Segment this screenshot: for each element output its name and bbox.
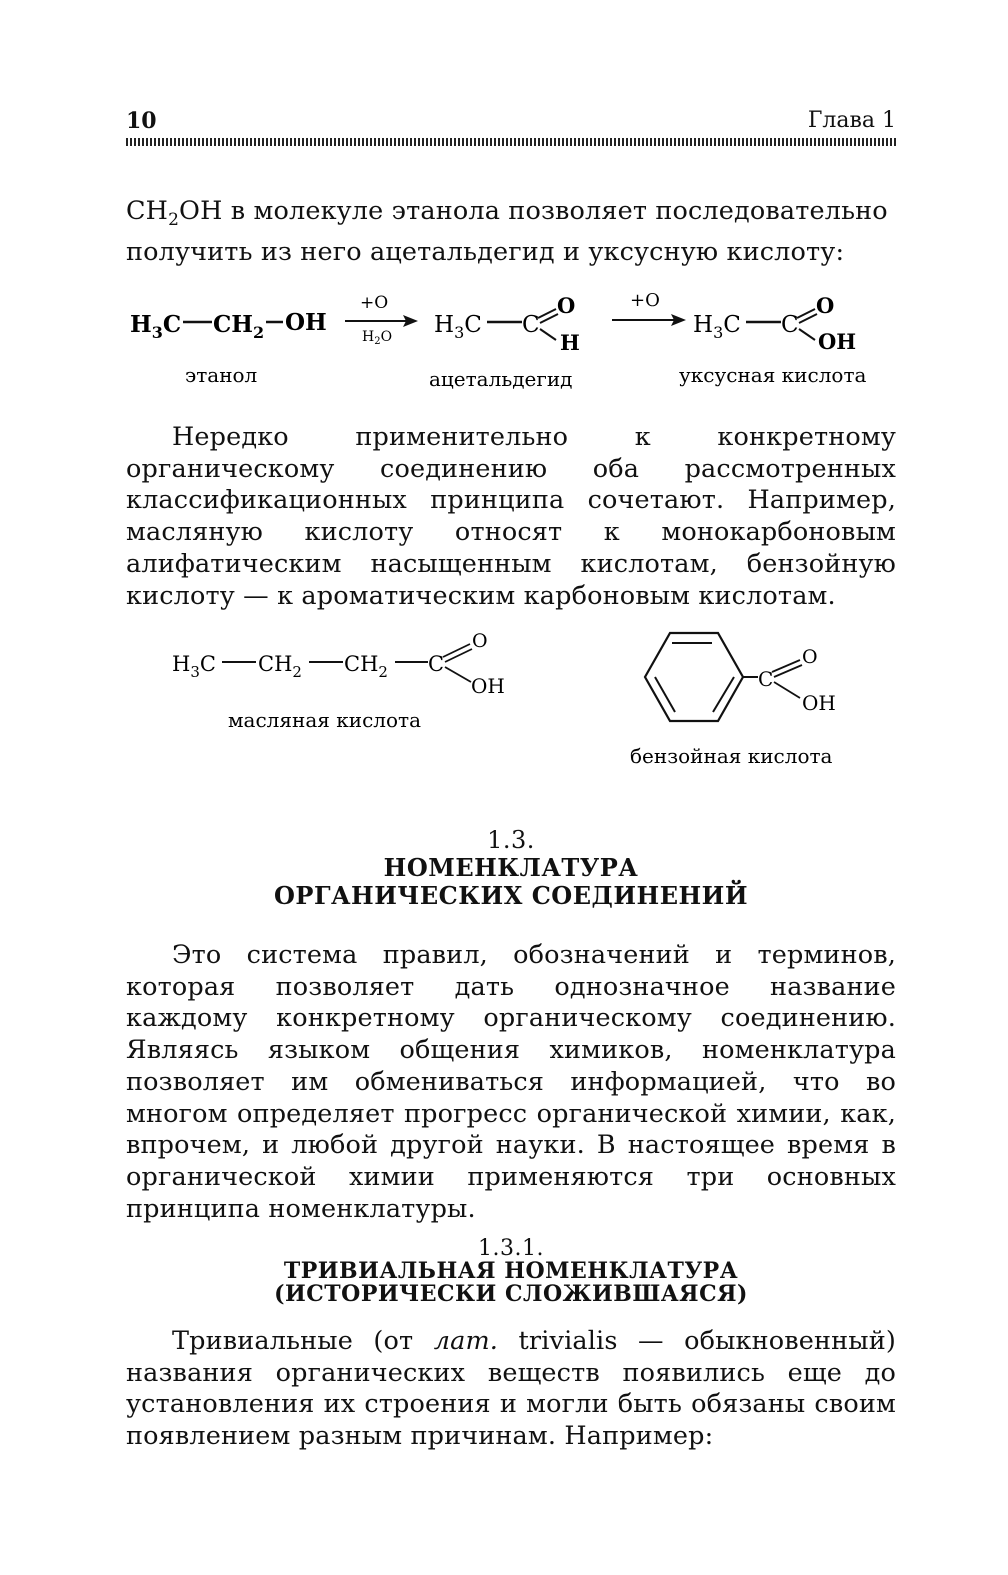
- section-title-line1: НОМЕНКЛАТУРА: [383, 853, 639, 882]
- butyric-o: O: [472, 630, 488, 652]
- arrow2-reagent: +O: [630, 290, 660, 311]
- svg-text:C: C: [522, 312, 540, 338]
- acetic-o: O: [816, 293, 835, 318]
- ethanol-h: H: [130, 311, 152, 338]
- intro-ch: CH: [126, 196, 169, 226]
- acetaldehyde-h: H: [560, 330, 580, 355]
- acetaldehyde-structure: [434, 293, 580, 355]
- intro-line1: OH в молекуле этанола позволяет последовательно: [179, 196, 888, 226]
- arrow1-reagent: +O: [360, 293, 389, 313]
- ethanol-ch-sub: 2: [253, 323, 265, 342]
- svg-text:CH2: $CH_2$: [344, 652, 388, 681]
- label-ethanol: этанол: [185, 363, 258, 387]
- intro-sub: 2: [168, 210, 180, 231]
- page-number: 10: [126, 108, 157, 134]
- intro-line2: получить из него ацетальдегид и уксусную кислоту:: [126, 236, 845, 267]
- svg-text:H3C: $H_3C$: [693, 312, 741, 342]
- benzoic-c: C: [758, 667, 774, 691]
- svg-text:H3C: [130, 311, 181, 342]
- trivial-italic: лат.: [433, 1326, 499, 1356]
- subsection-number: 1.3.1.: [478, 1236, 544, 1261]
- svg-text:CH2: $CH_2$: [258, 652, 302, 681]
- ethanol-ch: CH: [213, 311, 254, 338]
- svg-text:H3C: $H_3C$: [434, 312, 482, 342]
- svg-text:C: C: [781, 312, 799, 338]
- paragraph-nomenclature: Это система правил, обозначений и терминов, которая позволяет дать однозначное название каждому конкретному органическому соединению. Являясь языком общения химиков, номенклатура позволяет им обмениваться информацией, что во многом определяет прогресс органической химии, как, впрочем, и любой другой науки. В настоящее время в органической химии применяются три основных принципа номенклатуры.: [126, 940, 896, 1224]
- ethanol-oh: OH: [285, 309, 327, 336]
- benzoic-o: O: [802, 646, 818, 668]
- svg-text:H2O: [362, 329, 392, 347]
- chapter-title: Глава 1: [807, 108, 896, 133]
- trivial-part2: trivialis — обыкновенный) названия органических веществ появились еще до установления их строения и могли быть обязаны своим появлением разным причинам. Например:: [126, 1326, 896, 1452]
- acetic-acid-structure: [693, 293, 856, 354]
- subsection-title-line1: ТРИВИАЛЬНАЯ НОМЕНКЛАТУРА: [283, 1258, 739, 1284]
- subsection-title-line2: (ИСТОРИЧЕСКИ СЛОЖИВШАЯСЯ): [274, 1281, 748, 1307]
- benzoic-oh: OH: [802, 691, 836, 715]
- section-number: 1.3.: [487, 826, 535, 854]
- svg-text:H3C: $H_3C$: [172, 652, 216, 681]
- trivial-part1: Тривиальные (от: [172, 1326, 434, 1356]
- arrow1-o: O: [380, 329, 393, 345]
- ethanol-h-sub: 3: [151, 323, 163, 342]
- label-benzoic: бензойная кислота: [630, 744, 833, 768]
- arrow1-h-sub: 2: [374, 336, 381, 347]
- butyric-oh: OH: [471, 674, 505, 698]
- label-acetaldehyde: ацетальдегид: [429, 367, 573, 391]
- label-butyric: масляная кислота: [228, 708, 421, 732]
- benzoic-acid-structure: [645, 633, 836, 721]
- paragraph-trivial: [126, 1326, 896, 1453]
- acetaldehyde-o: O: [557, 293, 576, 318]
- label-acetic: уксусная кислота: [679, 363, 867, 387]
- reaction-arrow-1: [345, 293, 418, 347]
- ethanol-structure: [130, 309, 327, 342]
- acetic-oh: OH: [818, 329, 857, 354]
- butyric-acid-structure: [172, 630, 505, 698]
- svg-text:C: C: [428, 652, 445, 676]
- ethanol-c: C: [162, 311, 182, 338]
- section-title-line2: ОРГАНИЧЕСКИХ СОЕДИНЕНИЙ: [273, 881, 749, 910]
- section-heading-1-3-1: [126, 1237, 896, 1306]
- reaction-arrow-2: [612, 290, 686, 326]
- svg-text:CH2: [213, 311, 264, 342]
- paragraph-classification: Нередко применительно к конкретному органическому соединению оба рассмотренных классификационных принципа сочетают. Например, масляную кислоту относят к монокарбоновым алифатическим насыщенным кислотам, бензойную кислоту — к ароматическим карбоновым кислотам.: [126, 422, 896, 611]
- arrow1-h: H: [362, 329, 375, 345]
- section-heading-1-3: [126, 826, 896, 910]
